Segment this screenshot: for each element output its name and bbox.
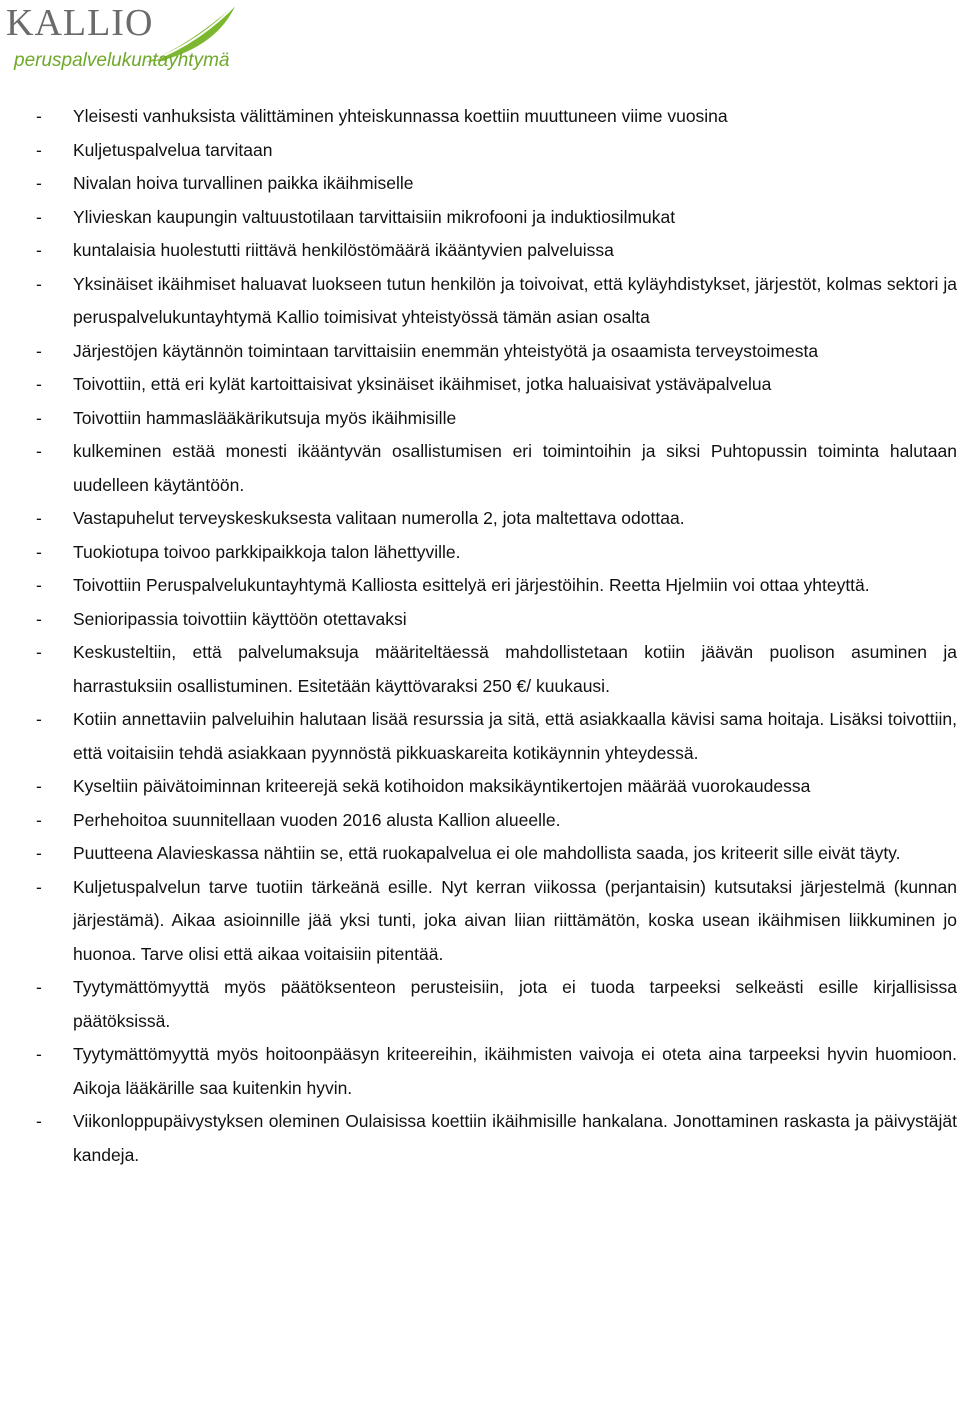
list-item-text: Tuokiotupa toivoo parkkipaikkoja talon lähettyville.: [73, 541, 461, 562]
list-item-text: Puutteena Alavieskassa nähtiin se, että ruokapalvelua ei ole mahdollista saada, jos kriteerit sille eivät täyty.: [73, 843, 901, 863]
list-item: [36, 167, 957, 201]
list-item: [36, 435, 957, 502]
list-bullet: -: [36, 106, 42, 126]
list-bullet: -: [36, 139, 42, 160]
list-item: [36, 804, 957, 838]
meeting-notes-list: [36, 100, 957, 1172]
list-bullet: -: [36, 843, 42, 863]
list-item-text: Kotiin annettaviin palveluihin halutaan lisää resurssia ja sitä, että asiakkaalla kävisi sama hoitaja. Lisäksi toivottiin, että voitaisiin tehdä asiakkaan pyynnöstä pikkuaskareita kotikäynnin yhteydessä.: [73, 709, 957, 763]
list-item: [36, 569, 957, 603]
list-item: [36, 536, 957, 570]
list-item: [36, 636, 957, 703]
list-item: [36, 335, 957, 369]
list-bullet: -: [36, 441, 42, 461]
list-item-text: Toivottiin hammaslääkärikutsuja myös ikäihmisille: [73, 407, 457, 428]
list-item-text: Ylivieskan kaupungin valtuustotilaan tarvittaisiin mikrofooni ja induktiosilmukat: [73, 206, 676, 227]
list-bullet: -: [36, 809, 42, 830]
list-item: [36, 368, 957, 402]
list-item-text: Viikonloppupäivystyksen oleminen Oulaisissa koettiin ikäihmisille hankalana. Jonottaminen raskasta ja päivystäjät kandeja.: [73, 1111, 957, 1165]
list-bullet: -: [36, 1044, 42, 1064]
list-bullet: -: [36, 374, 42, 394]
list-bullet: -: [36, 709, 42, 729]
list-item: [36, 971, 957, 1038]
list-item-text: Toivottiin Peruspalvelukuntayhtymä Kalliosta esittelyä eri järjestöihin. Reetta Hjelmiin voi ottaa yhteyttä.: [73, 575, 870, 595]
list-item-text: Tyytymättömyyttä myös päätöksenteon perusteisiin, jota ei tuoda tarpeeksi selkeästi esille kirjallisissa päätöksissä.: [73, 977, 957, 1031]
list-item: [36, 770, 957, 804]
list-bullet: -: [36, 173, 42, 193]
list-item: [36, 703, 957, 770]
list-item: [36, 1038, 957, 1105]
list-bullet: -: [36, 206, 42, 227]
list-bullet: -: [36, 575, 42, 595]
list-item-text: Senioripassia toivottiin käyttöön otettavaksi: [73, 608, 407, 629]
list-item-text: Kuljetuspalvelua tarvitaan: [73, 139, 273, 160]
list-item-text: Kyseltiin päivätoiminnan kriteerejä sekä kotihoidon maksikäyntikertojen määrää vuorokaudessa: [73, 776, 811, 796]
list-bullet: -: [36, 977, 42, 997]
kallio-logo: [4, 2, 244, 78]
list-bullet: -: [36, 876, 42, 897]
list-item: [36, 1105, 957, 1172]
list-bullet: -: [36, 776, 42, 796]
list-item-text: Toivottiin, että eri kylät kartoittaisivat yksinäiset ikäihmiset, jotka haluaisivat ystäväpalvelua: [73, 374, 772, 394]
list-item-text: kuntalaisia huolestutti riittävä henkilöstömäärä ikääntyvien palveluissa: [73, 240, 614, 260]
list-item-text: Vastapuhelut terveyskeskuksesta valitaan numerolla 2, jota maltettava odottaa.: [73, 508, 685, 528]
list-bullet: -: [36, 273, 42, 294]
list-item-text: Yleisesti vanhuksista välittäminen yhteiskunnassa koettiin muuttuneen viime vuosina: [73, 106, 728, 126]
list-item: [36, 402, 957, 436]
logo-wordmark: KALLIO: [6, 2, 154, 44]
list-item: [36, 268, 957, 335]
list-item: [36, 100, 957, 134]
list-item: [36, 603, 957, 637]
list-bullet: -: [36, 508, 42, 528]
list-item-text: Järjestöjen käytännön toimintaan tarvittaisiin enemmän yhteistyötä ja osaamista terveystoimesta: [73, 340, 819, 361]
list-bullet: -: [36, 407, 42, 428]
list-item: [36, 201, 957, 235]
list-item: [36, 871, 957, 972]
logo-subtitle: peruspalvelukuntayhtymä: [14, 50, 230, 71]
list-bullet: -: [36, 340, 42, 361]
list-bullet: -: [36, 608, 42, 629]
list-bullet: -: [36, 642, 42, 662]
list-bullet: -: [36, 541, 42, 562]
list-item-text: Yksinäiset ikäihmiset haluavat luokseen tutun henkilön ja toivoivat, että kyläyhdistykset, järjestöt, kolmas sektori ja peruspalvelukuntayhtymä Kallio toimisivat yhteistyössä tämän asian osalta: [73, 273, 957, 327]
list-item: [36, 134, 957, 168]
list-item-text: Nivalan hoiva turvallinen paikka ikäihmiselle: [73, 173, 414, 193]
list-item-text: Kuljetuspalvelun tarve tuotiin tärkeänä esille. Nyt kerran viikossa (perjantaisin) kutsutaksi järjestelmä (kunnan järjestämä). Aikaa asioinnille jää yksi tunti, joka aivan liian riittämätön, koska usean ikäihmisen liikkuminen jo huonoa. Tarve olisi että aikaa voitaisiin pitentää.: [73, 876, 957, 964]
list-item: [36, 234, 957, 268]
list-item-text: Perhehoitoa suunnitellaan vuoden 2016 alusta Kallion alueelle.: [73, 809, 561, 830]
list-item-text: Tyytymättömyyttä myös hoitoonpääsyn kriteereihin, ikäihmisten vaivoja ei oteta aina tarpeeksi hyvin huomioon. Aikoja lääkärille saa kuitenkin hyvin.: [73, 1044, 957, 1098]
list-item-text: Keskusteltiin, että palvelumaksuja määriteltäessä mahdollistetaan kotiin jäävän puolison asuminen ja harrastuksiin osallistuminen. Esitetään käyttövaraksi 250 €/ kuukausi.: [73, 642, 957, 696]
list-bullet: -: [36, 1111, 42, 1131]
list-item-text: kulkeminen estää monesti ikääntyvän osallistumisen eri toimintoihin ja siksi Puhtopussin toiminta halutaan uudelleen käytäntöön.: [73, 441, 957, 495]
list-item: [36, 502, 957, 536]
list-bullet: -: [36, 240, 42, 260]
list-item: [36, 837, 957, 871]
